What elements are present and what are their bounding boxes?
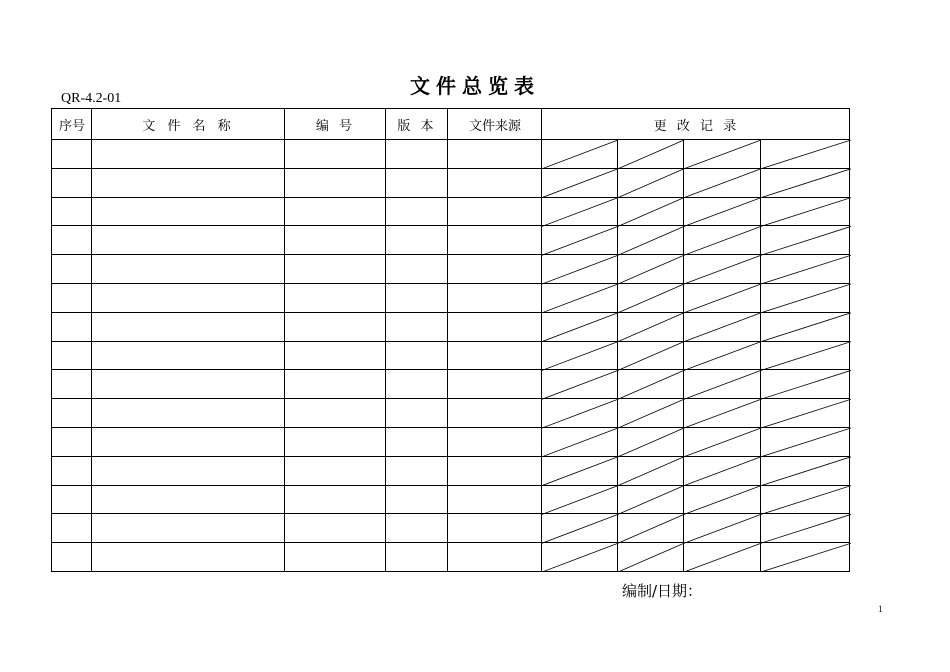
- header-file-name: 文 件 名 称: [142, 119, 235, 134]
- change-cell-diagonal: [684, 342, 761, 371]
- change-cell-diagonal: [761, 428, 851, 457]
- change-cell-diagonal: [684, 428, 761, 457]
- change-cell-diagonal: [761, 543, 851, 572]
- change-cell-diagonal: [684, 399, 761, 428]
- header-seq: 序号: [58, 119, 85, 134]
- change-cell-diagonal: [684, 169, 761, 198]
- form-title: 文件总览表: [410, 74, 540, 98]
- change-cell-diagonal: [618, 284, 684, 313]
- change-cell-diagonal: [761, 342, 851, 371]
- change-cell-diagonal: [618, 169, 684, 198]
- change-cell-diagonal: [684, 255, 761, 284]
- change-cell-diagonal: [761, 399, 851, 428]
- header-number: 编 号: [315, 119, 356, 134]
- prepared-by-date-label: 编制/日期：: [622, 582, 703, 600]
- header-version: 版 本: [397, 119, 437, 134]
- change-cell-diagonal: [761, 284, 851, 313]
- page-number: 1: [878, 604, 883, 614]
- change-cell-diagonal: [684, 198, 761, 227]
- document-overview-table: [51, 108, 850, 572]
- change-cell-diagonal: [542, 255, 618, 284]
- change-cell-diagonal: [684, 457, 761, 486]
- change-cell-diagonal: [542, 140, 618, 169]
- change-cell-diagonal: [618, 543, 684, 572]
- change-cell-diagonal: [761, 169, 851, 198]
- change-cell-diagonal: [684, 370, 761, 399]
- change-cell-diagonal: [542, 543, 618, 572]
- change-cell-diagonal: [618, 255, 684, 284]
- change-cell-diagonal: [542, 198, 618, 227]
- change-cell-diagonal: [761, 198, 851, 227]
- change-cell-diagonal: [684, 284, 761, 313]
- change-cell-diagonal: [618, 514, 684, 543]
- change-cell-diagonal: [761, 313, 851, 342]
- change-cell-diagonal: [761, 486, 851, 515]
- header-source: 文件来源: [468, 119, 521, 134]
- header-change-record: 更 改 记 录: [653, 119, 740, 134]
- change-cell-diagonal: [761, 140, 851, 169]
- change-cell-diagonal: [684, 226, 761, 255]
- change-cell-diagonal: [618, 457, 684, 486]
- change-cell-diagonal: [542, 226, 618, 255]
- change-cell-diagonal: [618, 370, 684, 399]
- change-cell-diagonal: [684, 543, 761, 572]
- form-code: QR-4.2-01: [61, 91, 122, 106]
- change-cell-diagonal: [618, 313, 684, 342]
- change-cell-diagonal: [542, 486, 618, 515]
- change-cell-diagonal: [684, 313, 761, 342]
- change-cell-diagonal: [761, 255, 851, 284]
- change-cell-diagonal: [542, 457, 618, 486]
- change-cell-diagonal: [542, 370, 618, 399]
- change-cell-diagonal: [542, 313, 618, 342]
- change-cell-diagonal: [618, 428, 684, 457]
- change-cell-diagonal: [684, 514, 761, 543]
- change-cell-diagonal: [618, 399, 684, 428]
- change-cell-diagonal: [618, 342, 684, 371]
- change-cell-diagonal: [761, 457, 851, 486]
- change-cell-diagonal: [542, 169, 618, 198]
- change-cell-diagonal: [542, 284, 618, 313]
- change-cell-diagonal: [542, 428, 618, 457]
- change-cell-diagonal: [684, 486, 761, 515]
- change-cell-diagonal: [761, 226, 851, 255]
- change-cell-diagonal: [618, 140, 684, 169]
- change-cell-diagonal: [761, 370, 851, 399]
- change-cell-diagonal: [618, 198, 684, 227]
- change-cell-diagonal: [542, 399, 618, 428]
- change-cell-diagonal: [684, 140, 761, 169]
- change-cell-diagonal: [542, 342, 618, 371]
- change-cell-diagonal: [761, 514, 851, 543]
- change-cell-diagonal: [618, 226, 684, 255]
- change-cell-diagonal: [542, 514, 618, 543]
- change-cell-diagonal: [618, 486, 684, 515]
- change-record-diagonals: [542, 140, 851, 572]
